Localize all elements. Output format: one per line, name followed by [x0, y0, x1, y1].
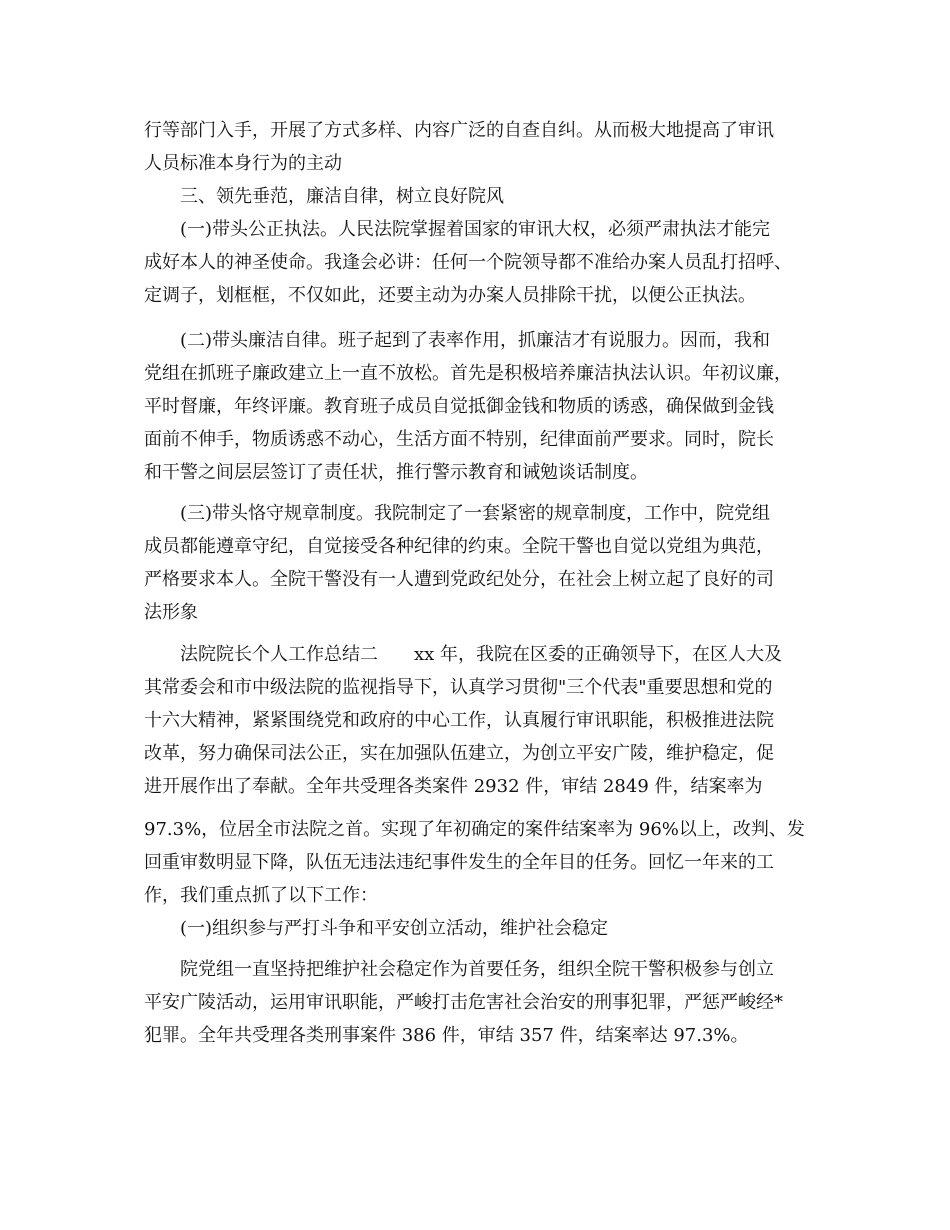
- section-heading: (一)组织参与严打斗争和平安创立活动，维护社会稳定: [180, 918, 609, 939]
- body-line: 回重审数明显下降，队伍无违法违纪事件发生的全年目的任务。回忆一年来的工: [144, 852, 774, 873]
- body-line: 院党组一直坚持把维护社会稳定作为首要任务，组织全院干警积极参与创立: [180, 959, 774, 980]
- section-heading: 法院院长个人工作总结二 xx 年，我院在区委的正确领导下，在区人大及: [180, 644, 783, 665]
- body-line: 成好本人的神圣使命。我逢会必讲：任何一个院领导都不准给办案人员乱打招呼、: [144, 252, 792, 273]
- body-line: 进开展作出了奉献。全年共受理各类案件 2932 件，审结 2849 件，结案率为: [144, 776, 763, 797]
- body-line: 行等部门入手，开展了方式多样、内容广泛的自查自纠。从而极大地提高了审讯: [144, 120, 774, 141]
- body-line: (一)带头公正执法。人民法院掌握着国家的审讯大权，必须严肃执法才能完: [180, 219, 771, 240]
- body-line: (三)带头恪守规章制度。我院制定了一套紧密的规章制度，工作中，院党组: [180, 503, 771, 524]
- body-line: 平时督廉，年终评廉。教育班子成员自觉抵御金钱和物质的诱惑，确保做到金钱: [144, 396, 774, 417]
- body-line: 面前不伸手，物质诱惑不动心，生活方面不特别，纪律面前严要求。同时，院长: [144, 429, 774, 450]
- body-line: 其常委会和市中级法院的监视指导下，认真学习贯彻"三个代表"重要思想和党的: [144, 677, 773, 698]
- body-line: 人员标准本身行为的主动: [144, 153, 342, 174]
- body-line: 和干警之间层层签订了责任状，推行警示教育和诫勉谈话制度。: [144, 462, 648, 483]
- section-heading: 三、领先垂范，廉洁自律，树立良好院风: [180, 186, 504, 207]
- body-line: 定调子，划框框，不仅如此，还要主动为办案人员排除干扰，以便公正执法。: [144, 285, 756, 306]
- body-line: 平安广陵活动，运用审讯职能，严峻打击危害社会治安的刑事犯罪，严惩严峻经*: [144, 992, 783, 1013]
- body-line: 法形象: [144, 602, 198, 623]
- body-line: 作，我们重点抓了以下工作：: [144, 885, 378, 906]
- body-line: 改革，努力确保司法公正，实在加强队伍建立，为创立平安广陵，维护稳定，促: [144, 743, 774, 764]
- body-line: 十六大精神，紧紧围绕党和政府的中心工作，认真履行审讯职能，积极推进法院: [144, 710, 774, 731]
- body-line: 严格要求本人。全院干警没有一人遭到党政纪处分，在社会上树立起了良好的司: [144, 569, 774, 590]
- body-line: 成员都能遵章守纪，自觉接受各种纪律的约束。全院干警也自觉以党组为典范，: [144, 536, 774, 557]
- body-line: 党组在抓班子廉政建立上一直不放松。首先是积极培养廉洁执法认识。年初议廉，: [144, 363, 792, 384]
- body-line: 犯罪。全年共受理各类刑事案件 386 件，审结 357 件，结案率达 97.3%。: [144, 1025, 749, 1046]
- body-line: 97.3%，位居全市法院之首。实现了年初确定的案件结案率为 96%以上，改判、发: [144, 819, 805, 840]
- body-line: (二)带头廉洁自律。班子起到了表率作用，抓廉洁才有说服力。因而，我和: [180, 330, 771, 351]
